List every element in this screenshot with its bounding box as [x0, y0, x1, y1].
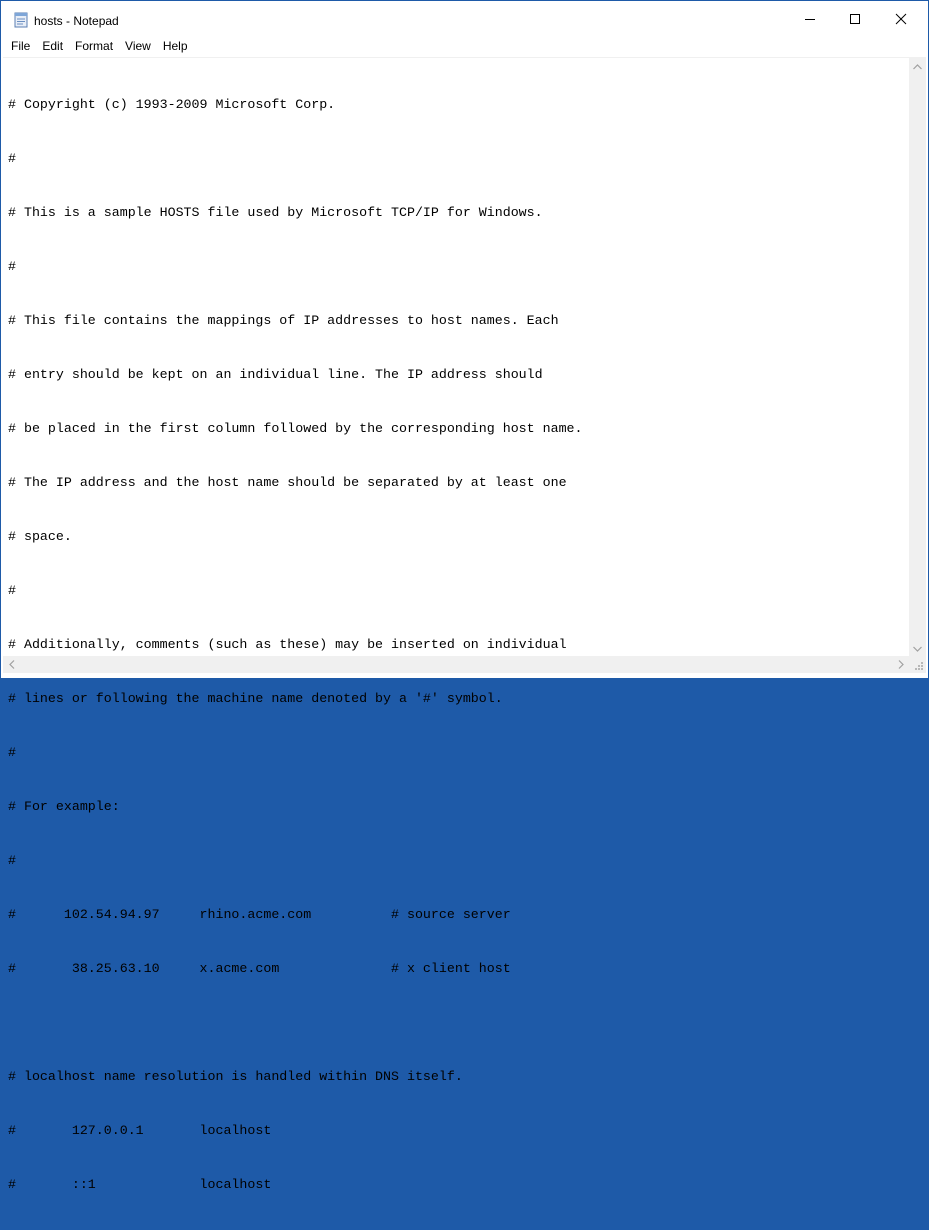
editor-content[interactable]: [3, 58, 909, 1230]
editor-line: # For example:: [8, 799, 120, 814]
editor-line: # Copyright (c) 1993-2009 Microsoft Corp.: [8, 97, 336, 112]
editor-line: #: [8, 151, 16, 166]
notepad-icon[interactable]: [14, 12, 28, 28]
maximize-button[interactable]: [832, 1, 878, 37]
minimize-button[interactable]: [787, 1, 833, 37]
minimize-icon: [805, 14, 815, 24]
chevron-up-icon: [913, 57, 922, 75]
close-button[interactable]: [878, 1, 924, 37]
notepad-window: [1, 1, 928, 1192]
chevron-down-icon: [913, 639, 922, 657]
scroll-left-button[interactable]: [3, 656, 20, 673]
menu-edit[interactable]: Edit: [42, 39, 64, 53]
window-title: hosts - Notepad: [34, 14, 119, 28]
scroll-up-button[interactable]: [909, 57, 926, 74]
editor-line: # 127.0.0.1 localhost: [8, 1123, 272, 1138]
text-editor[interactable]: [3, 57, 909, 1192]
chevron-right-icon: [898, 656, 904, 674]
vertical-scrollbar[interactable]: [909, 57, 926, 656]
editor-line: #: [8, 259, 16, 274]
editor-line: [8, 1014, 909, 1032]
scroll-right-button[interactable]: [892, 656, 909, 673]
editor-line: #: [8, 853, 16, 868]
editor-line: # be placed in the first column followed by the corresponding host name.: [8, 421, 583, 436]
resize-grip-icon: [909, 656, 926, 673]
editor-line: # 38.25.63.10 x.acme.com # x client host: [8, 961, 511, 976]
size-grip[interactable]: [909, 656, 926, 673]
menu-help[interactable]: Help: [162, 39, 188, 53]
editor-line: # Additionally, comments (such as these) may be inserted on individual: [8, 637, 567, 652]
editor-line: # This is a sample HOSTS file used by Microsoft TCP/IP for Windows.: [8, 205, 543, 220]
chevron-left-icon: [9, 656, 15, 674]
menu-file[interactable]: File: [11, 39, 31, 53]
scroll-down-button[interactable]: [909, 639, 926, 656]
close-icon: [896, 14, 906, 24]
editor-line: # 102.54.94.97 rhino.acme.com # source server: [8, 907, 511, 922]
editor-line: # ::1 localhost: [8, 1177, 272, 1192]
editor-line: #: [8, 745, 16, 760]
menu-view[interactable]: View: [125, 39, 151, 53]
editor-line: #: [8, 583, 16, 598]
editor-line: # localhost name resolution is handled within DNS itself.: [8, 1069, 463, 1084]
editor-line: # space.: [8, 529, 72, 544]
editor-line: # lines or following the machine name denoted by a '#' symbol.: [8, 691, 503, 706]
horizontal-scrollbar[interactable]: [3, 656, 909, 673]
maximize-icon: [850, 14, 860, 24]
editor-line: # This file contains the mappings of IP addresses to host names. Each: [8, 313, 559, 328]
title-bar[interactable]: [1, 1, 928, 37]
editor-line: # The IP address and the host name should be separated by at least one: [8, 475, 567, 490]
menu-format[interactable]: Format: [75, 39, 114, 53]
menu-bar: [1, 37, 928, 56]
editor-line: # entry should be kept on an individual line. The IP address should: [8, 367, 543, 382]
